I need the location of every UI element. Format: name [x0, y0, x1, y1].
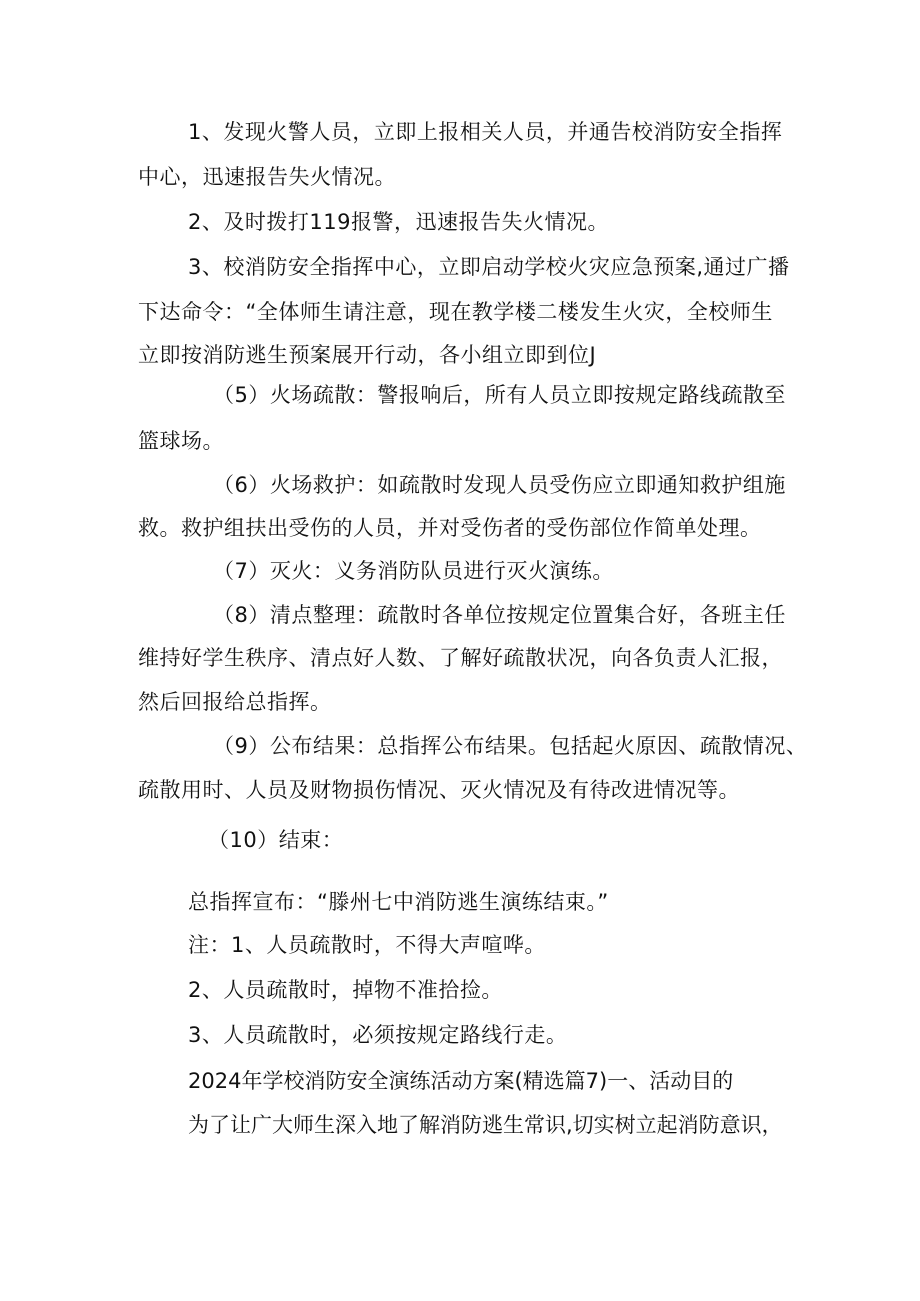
paragraph-line: 然后回报给总指挥。	[138, 690, 332, 714]
paragraph-line: 立即按消防逃生预案展开行动，各小组立即到位J	[138, 343, 597, 367]
paragraph-line: 中心，迅速报告失火情况。	[138, 165, 396, 189]
paragraph-line: （7）灭火：义务消防队员进行灭火演练。	[213, 559, 614, 583]
paragraph-line: 3、校消防安全指挥中心，立即启动学校火灾应急预案,通过广播	[188, 255, 790, 279]
paragraph-line: 下达命令：“全体师生请注意，现在教学楼二楼发生火灾，全校师生	[138, 300, 773, 324]
paragraph-line: 1、发现火警人员，立即上报相关人员，并通告校消防安全指挥	[188, 120, 783, 144]
section-heading-line: 2024年学校消防安全演练活动方案(精选篇7)一、活动目的	[188, 1069, 734, 1093]
paragraph-line: 总指挥宣布：“滕州七中消防逃生演练结束。”	[188, 890, 609, 914]
paragraph-line: 注：1、人员疏散时，不得大声喧哗。	[188, 933, 546, 957]
paragraph-line: 篮球场。	[138, 429, 224, 453]
paragraph-line: 维持好学生秩序、清点好人数、了解好疏散状况，向各负责人汇报，	[138, 646, 783, 670]
paragraph-line: 为了让广大师生深入地了解消防逃生常识,切实树立起消防意识，	[188, 1113, 783, 1137]
paragraph-line: 3、人员疏散时，必须按规定路线行走。	[188, 1023, 568, 1047]
paragraph-line: （10）结束：	[208, 828, 344, 852]
paragraph-line: 救。救护组扶出受伤的人员，并对受伤者的受伤部位作简单处理。	[138, 516, 762, 540]
paragraph-line: （5）火场疏散：警报响后，所有人员立即按规定路线疏散至	[213, 383, 786, 407]
paragraph-line: 2、及时拨打119报警，迅速报告失火情况。	[188, 210, 609, 234]
paragraph-line: （6）火场救护：如疏散时发现人员受伤应立即通知救护组施	[213, 473, 786, 497]
paragraph-line: 疏散用时、人员及财物损伤情况、灭火情况及有待改进情况等。	[138, 778, 740, 802]
paragraph-line: （8）清点整理：疏散时各单位按规定位置集合好，各班主任	[213, 603, 786, 627]
paragraph-line: 2、人员疏散时，掉物不准拾捡。	[188, 978, 503, 1002]
paragraph-line: （9）公布结果：总指挥公布结果。包括起火原因、疏散情况、	[213, 734, 808, 758]
